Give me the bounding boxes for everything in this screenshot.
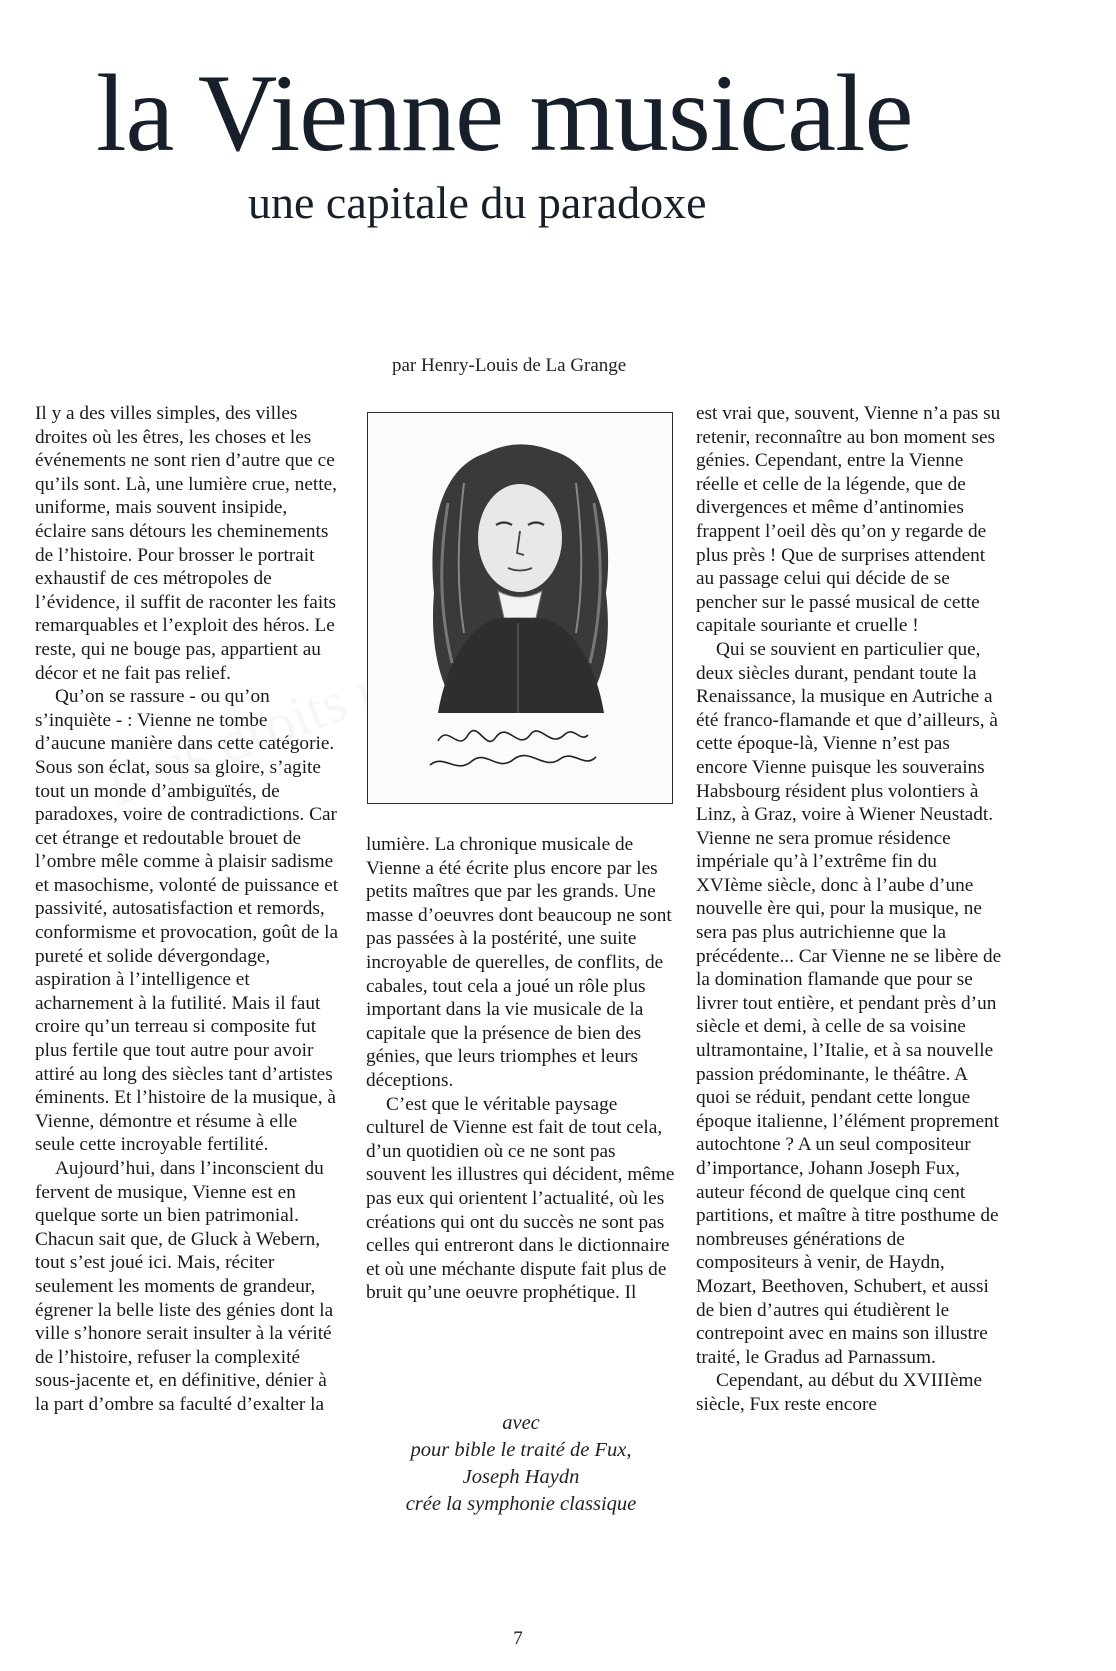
- pull-quote-line: Joseph Haydn: [462, 1466, 580, 1488]
- paragraph: est vrai que, souvent, Vienne n’a pas su retenir, reconnaître au bon moment ses génies. Cependant, entre la Vienne réelle et celle de la légende, que de divergences et même d’antinomies frappent l’oeil dès qu’on y regarde de plus près ! Que de surprises attendent au passage celui qui décide de se pencher sur le passé musical de cette capitale souriante et cruelle !: [696, 403, 1001, 637]
- portrait-engraving-icon: [368, 413, 672, 803]
- byline: par Henry-Louis de La Grange: [392, 355, 627, 376]
- page-number: 7: [513, 1628, 523, 1649]
- pull-quote: [368, 1410, 674, 1518]
- paragraph: C’est que le véritable paysage culturel de Vienne est fait de tout cela, d’un quotidien où ce ne sont pas souvent les illustres qui décident, même pas eux qui orientent l’actualité, où les créations qui ont du succès ne sont pas celles qui entreront dans le dictionnaire et où une méchante dispute fait plus de bruit qu’une oeuvre prophétique. Il: [366, 1093, 675, 1304]
- page-title: la Vienne musicale: [96, 52, 913, 174]
- portrait-image: [367, 412, 673, 804]
- paragraph: Il y a des villes simples, des villes droites où les êtres, les choses et les événements ne sont rien d’autre que ce qu’ils sont. Là, une lumière crue, nette, uniforme, mais souvent insipide, éclaire sans détours les cheminements de l’histoire. Pour brosser le portrait exhaustif de ces métropoles de l’évidence, il suffit de raconter les faits remarquables et l’exploit des héros. Le reste, qui ne bouge pas, appartient au décor et ne fait pas relief.: [35, 403, 337, 684]
- page-subtitle: une capitale du paradoxe: [248, 177, 707, 228]
- paragraph: Qui se souvient en particulier que, deux siècles durant, pendant toute la Renaissance, la musique en Autriche a été franco-flamande et que d’ailleurs, à cette époque-là, Vienne n’est pas encore Vienne puisque les souverains Habsbourg résident plus volontiers à Linz, à Graz, voire à Wiener Neustadt. Vienne ne sera promue résidence impériale qu’à l’extrême fin du XVIème siècle, donc à l’aube d’une nouvelle ère qui, pour la musique, ne sera pas plus autrichienne que la précédente... Car Vienne ne se libère de la domination flamande que pour se livrer tout entière, et pendant près d’un siècle et demi, à celle de sa voisine ultramontaine, l’Italie, et à sa nouvelle passion prédominante, le théâtre. A quoi se réduit, pendant cette longue époque italienne, l’élément proprement autochtone ? A un seul compositeur d’importance, Johann Joseph Fux, auteur fécond de quelque cinq cent partitions, et maître à titre posthume de nombreuses générations de compositeurs à venir, de Haydn, Mozart, Beethoven, Schubert, et aussi de bien d’autres qui étudièrent le contrepoint avec en mains son illustre traité, le Gradus ad Parnassum.: [696, 638, 1002, 1368]
- text-column-3: [696, 402, 1006, 1417]
- pull-quote-line: crée la symphonie classique: [405, 1493, 637, 1515]
- pull-quote-line: pour bible le traité de Fux,: [410, 1439, 632, 1461]
- paragraph: lumière. La chronique musicale de Vienne a été écrite plus encore par les petits maîtres que par les grands. Une masse d’oeuvres dont beaucoup ne sont pas passées à la postérité, une suite incroyable de querelles, de conflits, de cabales, tout cela a joué un rôle plus important dans la vie musicale de la capitale que la présence de bien des génies, que leurs triomphes et leurs déceptions.: [366, 834, 672, 1091]
- text-column-1: [35, 402, 341, 1417]
- paragraph: Qu’on se rassure - ou qu’on s’inquiète - : Vienne ne tombe d’aucune manière dans cette catégorie. Sous son éclat, sous sa gloire, s’agite tout un monde d’ambiguïtés, de paradoxes, voire de contradictions. Car cet étrange et redoutable brouet de l’ombre mêle comme à plaisir sadisme et masochisme, volonté de puissance et passivité, autosatisfaction et remords, conformisme et provocation, goût de la pureté et solide dévergondage, aspiration à l’intelligence et acharnement à la futilité. Mais il faut croire qu’un terreau si composite fut plus fertile que tout autre pour avoir attiré au long des siècles tant d’artistes éminents. Et l’histoire de la musique, à Vienne, démontre et résume à elle seule cette incroyable fertilité.: [35, 686, 339, 1156]
- text-column-2: [366, 833, 676, 1305]
- paragraph: Aujourd’hui, dans l’inconscient du fervent de musique, Vienne est en quelque sorte un bien patrimonial. Chacun sait que, de Gluck à Webern, tout s’est joué ici. Mais, réciter seulement les moments de grandeur, égrener la belle liste des génies dont la ville s’honore serait insulter à la vérité de l’histoire, refuser la complexité sous-jacente et, en définitive, dénier à la part d’ombre sa faculté d’exalter la: [35, 1158, 334, 1415]
- paragraph: Cependant, au début du XVIIIème siècle, Fux reste encore: [696, 1370, 983, 1415]
- pull-quote-line: avec: [502, 1412, 540, 1434]
